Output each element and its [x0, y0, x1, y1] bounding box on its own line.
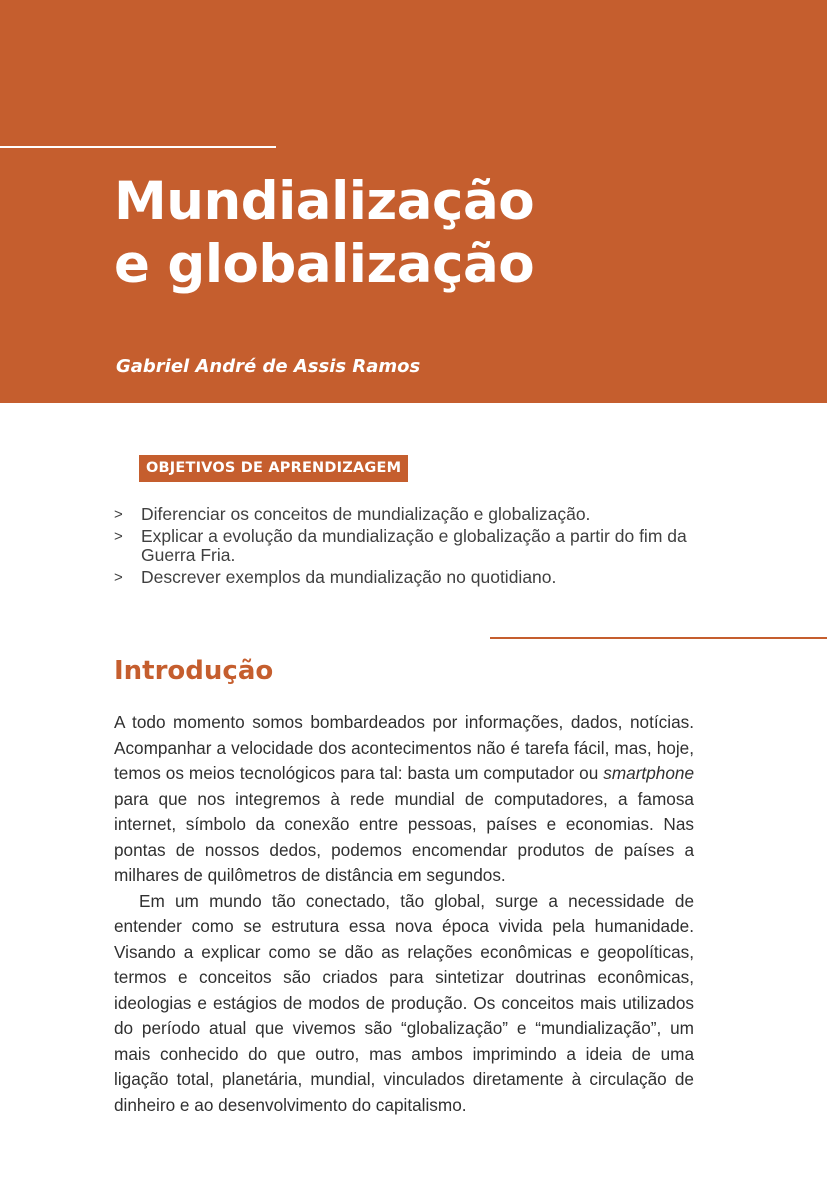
chapter-title-line-2: e globalização	[114, 234, 535, 295]
bullet-icon: >	[114, 506, 123, 523]
objective-item	[114, 527, 714, 565]
bullet-icon: >	[114, 569, 123, 586]
intro-paragraph-1	[114, 710, 694, 889]
intro-p1-emphasis: smartphone	[603, 763, 694, 783]
chapter-title-line-1: Mundialização	[114, 171, 535, 232]
author-name: Gabriel André de Assis Ramos	[116, 356, 421, 377]
intro-body	[114, 710, 694, 1118]
objective-item	[114, 568, 714, 587]
objective-text: Descrever exemplos da mundialização no quotidiano.	[141, 567, 557, 587]
objectives-list	[114, 505, 714, 590]
section-heading: Introdução	[114, 656, 274, 686]
objective-item	[114, 505, 714, 524]
intro-p1-text-end: para que nos integremos à rede mundial de computadores, a famosa internet, símbolo da conexão entre pessoas, países e economias. Nas pontas de nossos dedos, podemos encomendar produtos de países a milhares de quilômetros de distância em segundos.	[114, 788, 694, 885]
objectives-label: OBJETIVOS DE APRENDIZAGEM	[139, 455, 408, 482]
intro-paragraph-2: Em um mundo tão conectado, tão global, surge a necessidade de entender como se estrutura essa nova época vivida pela humanidade. Visando a explicar como se dão as relações econômicas e geopolíticas, termos e conceitos são criados para sintetizar doutrinas econômicas, ideologias e estágios de modos de produção. Os conceitos mais utilizados do período atual que vivemos são “globalização” e “mundialização”, um mais conhecido do que outro, mas ambos imprimindo a ideia de uma ligação total, planetária, mundial, vinculados diretamente à circulação de dinheiro e ao desenvolvimento do capitalismo.	[114, 890, 694, 1115]
objective-text: Explicar a evolução da mundialização e globalização a partir do fim da Guerra Fria.	[141, 526, 687, 565]
bullet-icon: >	[114, 528, 123, 545]
intro-p1-text-start: A todo momento somos bombardeados por informações, dados, notícias. Acompanhar a velocidade dos acontecimentos não é tarefa fácil, mas, hoje, temos os meios tecnológicos para tal: basta um computador ou	[114, 712, 694, 783]
section-divider	[490, 637, 827, 639]
chapter-title	[114, 170, 534, 296]
header-divider	[0, 146, 276, 148]
objective-text: Diferenciar os conceitos de mundialização e globalização.	[141, 504, 591, 524]
